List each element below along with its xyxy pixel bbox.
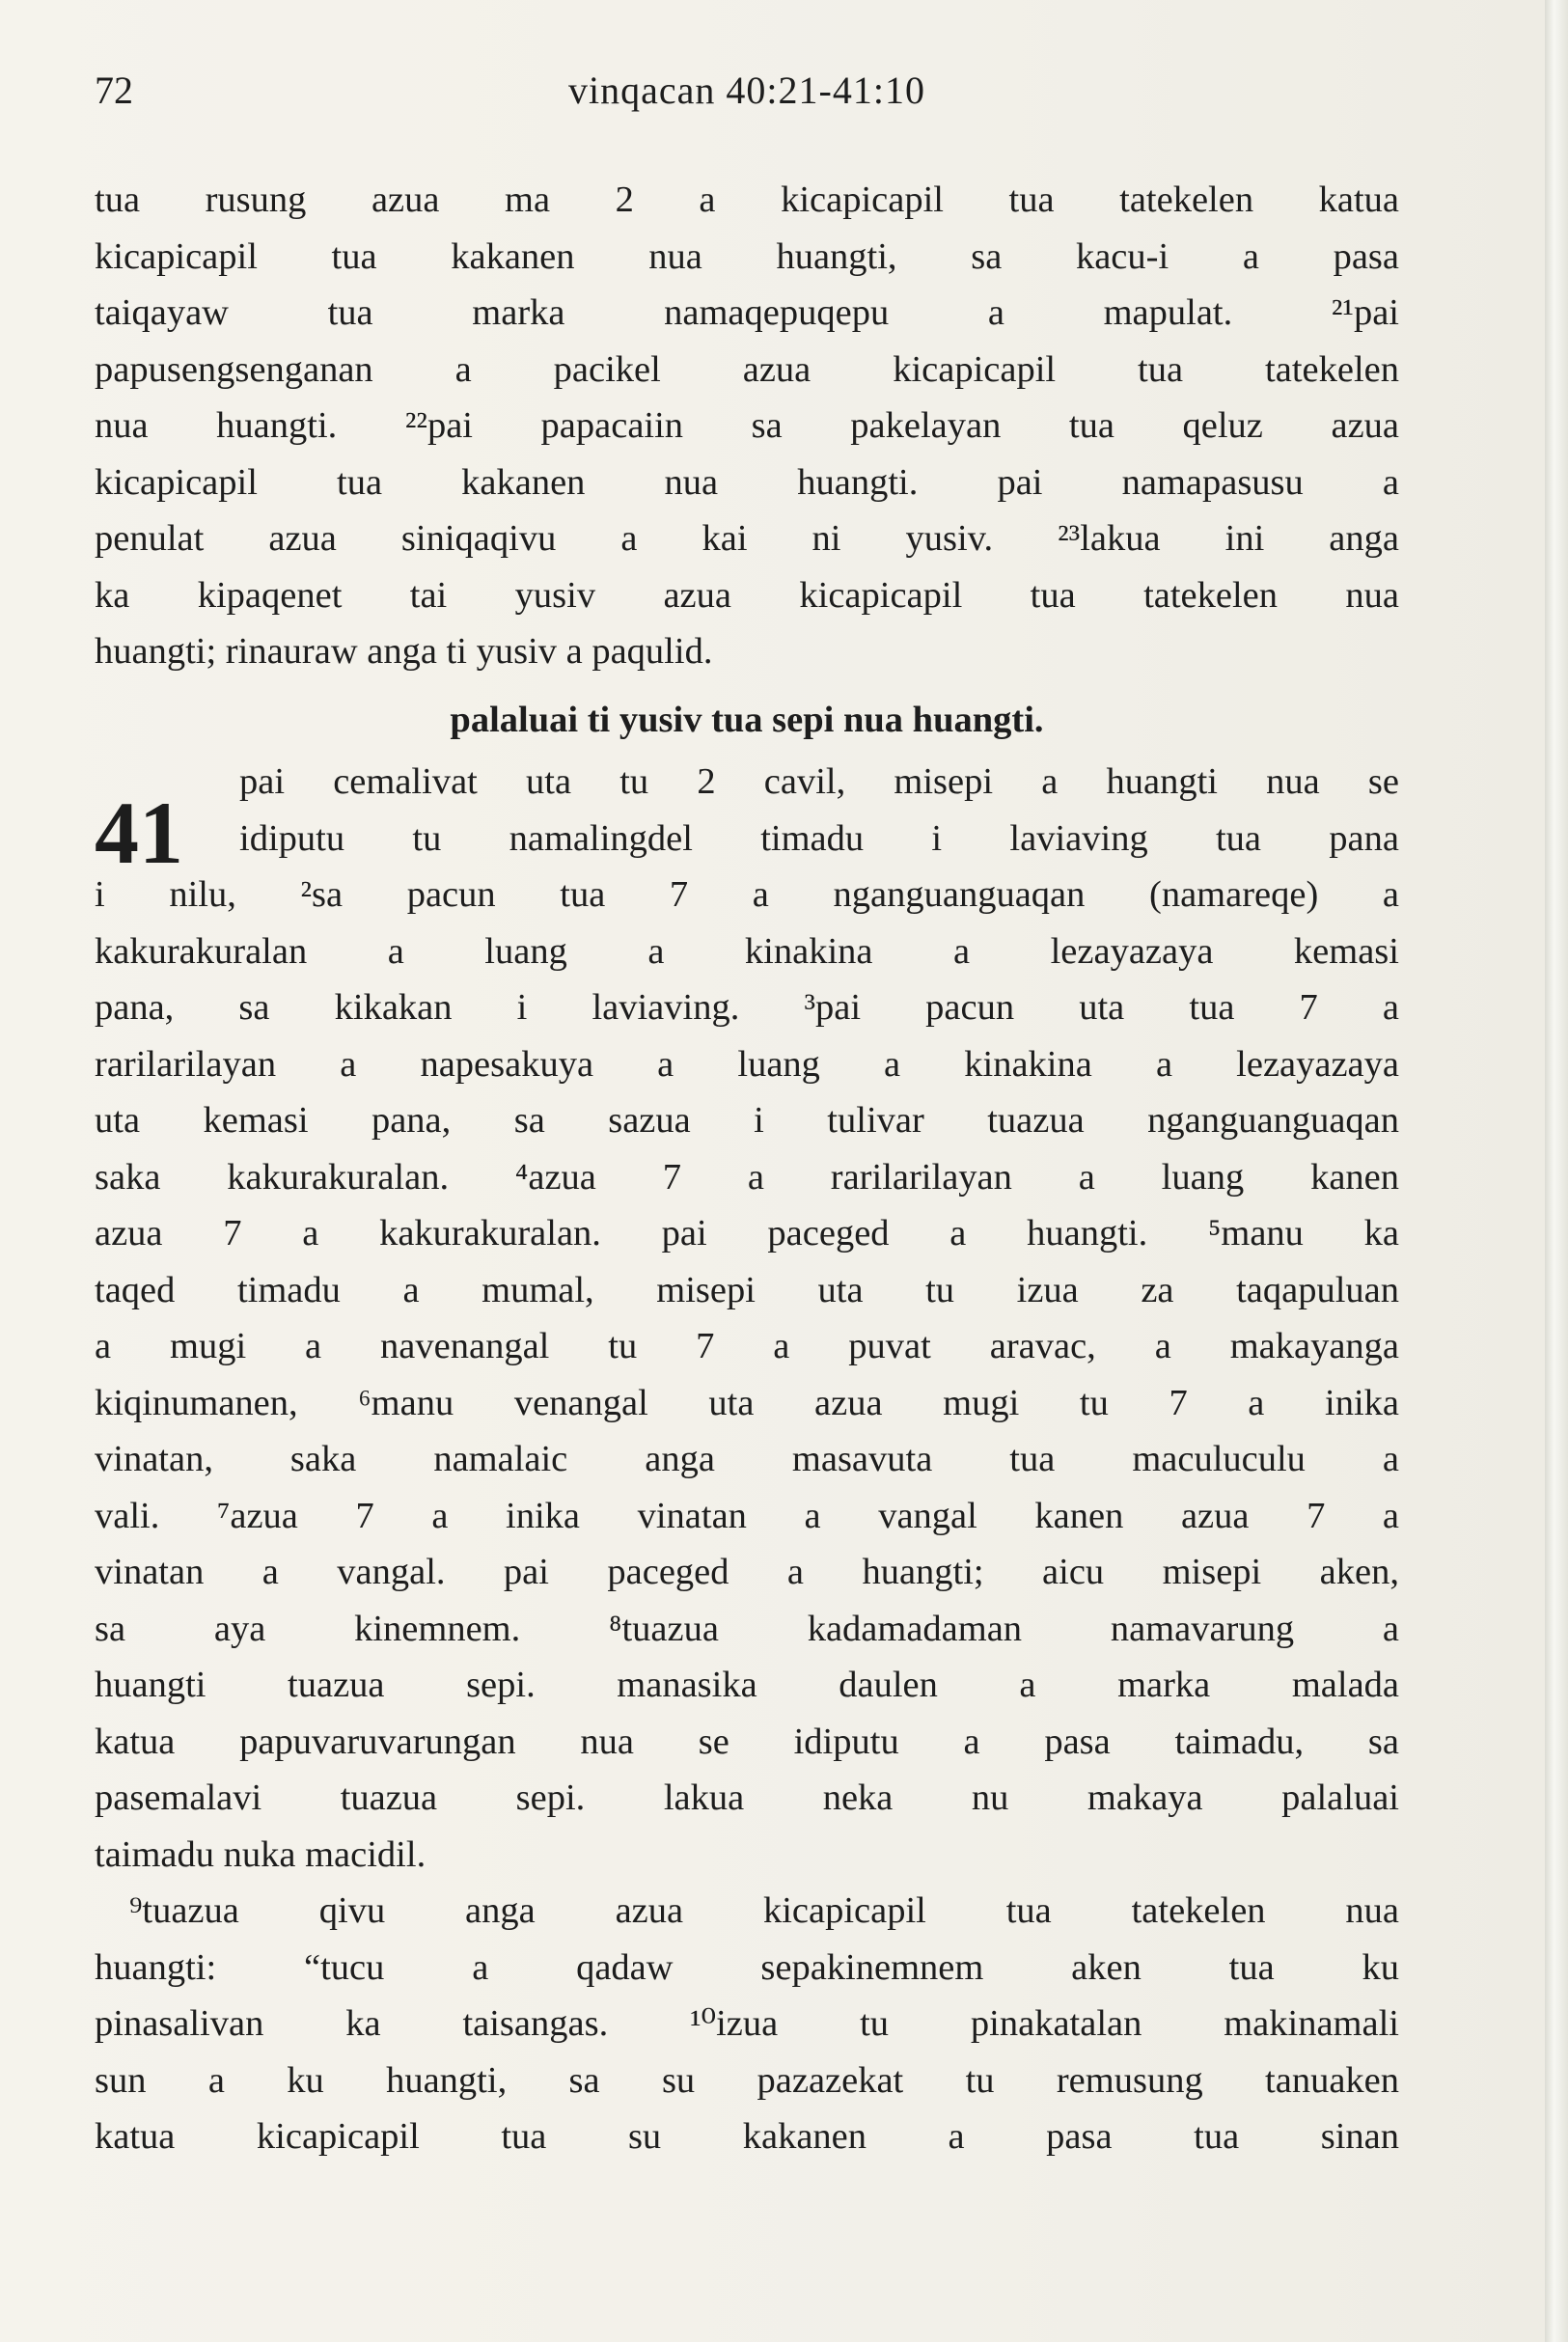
text-line: huangti tuazua sepi. manasika daulen a marka malada: [95, 1665, 1399, 1705]
text-line: saka kakurakuralan. ⁴azua 7 a rarilarilayan a luang kanen: [95, 1156, 1399, 1198]
text-line: vali. ⁷azua 7 a inika vinatan a vangal kanen azua 7 a: [95, 1495, 1399, 1536]
text-line: vinatan a vangal. pai paceged a huangti; aicu misepi aken,: [95, 1552, 1399, 1592]
text-line: taiqayaw tua marka namaqepuqepu a mapulat. ²¹pai: [95, 292, 1399, 333]
text-line: katua kicapicapil tua su kakanen a pasa tua sinan: [95, 2116, 1399, 2157]
text-line: papusengsenganan a pacikel azua kicapicapil tua tatekelen: [95, 348, 1399, 390]
text-line: pai cemalivat uta tu 2 cavil, misepi a huangti nua se: [239, 761, 1399, 802]
page-edge: [1545, 0, 1568, 2342]
page-number: 72: [95, 69, 133, 112]
text-line: penulat azua siniqaqivu a kai ni yusiv. ²³lakua ini anga: [95, 518, 1399, 559]
text-line: kakurakuralan a luang a kinakina a lezayazaya kemasi: [95, 930, 1399, 972]
text-line: ⁹tuazua qivu anga azua kicapicapil tua tatekelen nua: [129, 1890, 1399, 1931]
text-line: kicapicapil tua kakanen nua huangti. pai namapasusu a: [95, 461, 1399, 503]
body-text: [95, 172, 1399, 2165]
running-head: vinqacan 40:21-41:10: [568, 69, 925, 112]
chapter-number: 41: [95, 784, 183, 882]
text-line: pinasalivan ka taisangas. ¹⁰izua tu pinakatalan makinamali: [95, 2003, 1399, 2044]
text-line: a mugi a navenangal tu 7 a puvat aravac, a makayanga: [95, 1326, 1399, 1366]
section-heading: palaluai ti yusiv tua sepi nua huangti.: [450, 699, 1044, 740]
text-line: vinatan, saka namalaic anga masavuta tua maculuculu a: [95, 1439, 1399, 1479]
text-line: katua papuvaruvarungan nua se idiputu a pasa taimadu, sa: [95, 1721, 1399, 1762]
chapter-41: [95, 754, 1399, 1883]
text-line: i nilu, ²sa pacun tua 7 a nganguanguaqan (namareqe) a: [95, 874, 1399, 915]
text-line: sa aya kinemnem. ⁸tuazua kadamadaman namavarung a: [95, 1608, 1399, 1649]
page-header: [95, 68, 1399, 125]
text-line: kiqinumanen, ⁶manu venangal uta azua mugi tu 7 a inika: [95, 1382, 1399, 1423]
text-line: azua 7 a kakurakuralan. pai paceged a huangti. ⁵manu ka: [95, 1213, 1399, 1254]
text-line: kicapicapil tua kakanen nua huangti, sa kacu-i a pasa: [95, 235, 1399, 277]
text-line: sun a ku huangti, sa su pazazekat tu remusung tanuaken: [95, 2059, 1399, 2101]
text-line: rarilarilayan a napesakuya a luang a kinakina a lezayazaya: [95, 1043, 1399, 1085]
text-line: nua huangti. ²²pai papacaiin sa pakelayan tua qeluz azua: [95, 405, 1399, 446]
text-line: taqed timadu a mumal, misepi uta tu izua za taqapuluan: [95, 1269, 1399, 1310]
text-line: taimadu nuka macidil.: [95, 1833, 426, 1875]
text-line: pana, sa kikakan i laviaving. ³pai pacun uta tua 7 a: [95, 987, 1399, 1028]
text-line: uta kemasi pana, sa sazua i tulivar tuazua nganguanguaqan: [95, 1100, 1399, 1141]
text-line: ka kipaqenet tai yusiv azua kicapicapil tua tatekelen nua: [95, 574, 1399, 616]
text-line: tua rusung azua ma 2 a kicapicapil tua tatekelen katua: [95, 179, 1399, 220]
text-line: idiputu tu namalingdel timadu i laviaving tua pana: [239, 817, 1399, 859]
text-line: pasemalavi tuazua sepi. lakua neka nu makaya palaluai: [95, 1777, 1399, 1818]
text-line: huangti: “tucu a qadaw sepakinemnem aken tua ku: [95, 1946, 1399, 1988]
text-line: huangti; rinauraw anga ti yusiv a paqulid.: [95, 631, 713, 672]
